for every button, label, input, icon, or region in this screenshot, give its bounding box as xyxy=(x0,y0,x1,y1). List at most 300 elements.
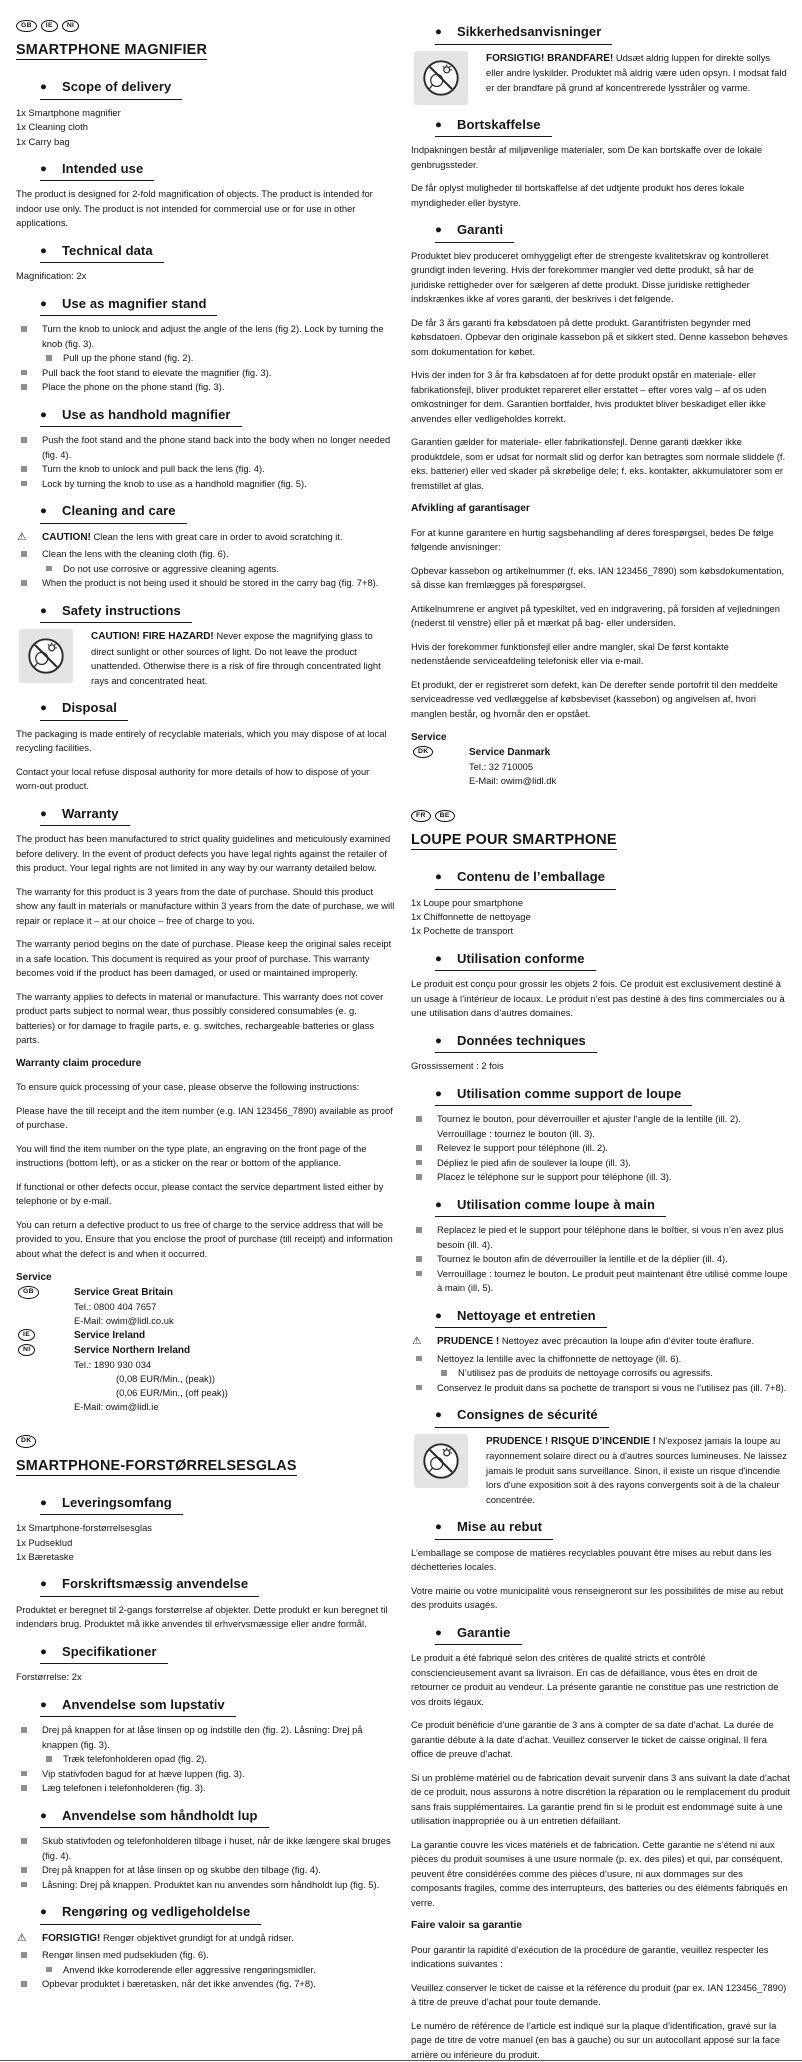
section-heading-label: Technical data xyxy=(61,242,153,258)
section-heading xyxy=(435,116,790,138)
square-bullet-icon xyxy=(21,1981,27,1987)
paragraph: Grossissement : 2 fois xyxy=(411,1060,504,1071)
bullet-dot-icon: ● xyxy=(435,1198,442,1211)
paragraph: The warranty period begins on the date of purchase. Please keep the original sales receipt in a safe location. This document is required as your proof of purchase. This warranty becomes void if the product has been damaged, or used or maintained improperly. xyxy=(16,938,392,979)
list-item xyxy=(16,1977,395,1992)
country-badge: DK xyxy=(16,1435,36,1447)
paragraph: Produktet er beregnet til 2-gangs forstørrelse af objekter. Dette produkt er kun beregnet til indendørs brug. Produktet må ikke anvendes til erhvervsmæssige eller andre formål. xyxy=(16,1603,388,1630)
section-heading xyxy=(40,1807,395,1829)
service-detail: E-Mail: owim@lidl.ie xyxy=(74,1400,159,1412)
paragraph: Artikelnumrene er angivet på typeskiltet, ved en indgravering, på forsiden af vejledningen (nederst til venstre) eller på et mærkat på bag- eller undersiden. xyxy=(411,602,780,628)
section-heading xyxy=(40,699,395,721)
bullet-dot-icon: ● xyxy=(40,505,47,518)
service-row xyxy=(16,1343,395,1358)
list-item xyxy=(411,1112,790,1141)
list-item xyxy=(411,1156,790,1171)
square-bullet-icon xyxy=(46,355,52,361)
section-heading-label: Données techniques xyxy=(456,1032,586,1048)
square-bullet-icon xyxy=(416,1271,422,1277)
sub-list-item xyxy=(411,1366,790,1381)
section-heading-underline xyxy=(40,502,187,524)
list-item xyxy=(16,433,395,462)
section-heading-underline xyxy=(435,1518,553,1540)
list-item-text: Opbevar produktet i bæretasken, når det ikke anvendes (fig. 7+8). xyxy=(42,1978,316,1990)
bullet-dot-icon: ● xyxy=(435,1309,442,1322)
country-badge: GB xyxy=(16,20,37,32)
section-heading xyxy=(40,1494,395,1516)
list-item xyxy=(16,1781,395,1796)
hazard-label: PRUDENCE ! RISQUE D’INCENDIE ! xyxy=(486,1435,657,1447)
service-row xyxy=(16,1285,395,1300)
list-item xyxy=(16,1767,395,1782)
service-row xyxy=(411,730,790,745)
square-bullet-icon xyxy=(416,1356,422,1362)
square-bullet-icon xyxy=(21,580,27,586)
delivery-item: 1x Smartphone-forstørrelsesglas xyxy=(16,1522,152,1534)
paragraph: Le produit est conçu pour grossir les objets 2 fois. Ce produit est exclusivement destiné à un usage à l’intérieur de locaux. Le produit n’est pas destiné à des fins commerciales ou à une utilisation dans d’autres domaines. xyxy=(411,978,785,1018)
list-item xyxy=(16,477,395,492)
service-name: Service Northern Ireland xyxy=(74,1344,191,1356)
paragraph: The product is designed for 2-fold magnification of objects. The product is intended for indoor use only. The product is not intended for commercial use or for use in other applications. xyxy=(16,188,373,229)
bullet-dot-icon: ● xyxy=(435,871,442,884)
paragraph: Contact your local refuse disposal authority for more details of how to dispose of your worn-out product. xyxy=(16,765,370,792)
square-bullet-icon xyxy=(46,1967,52,1973)
list-item xyxy=(411,1352,790,1367)
hazard-body xyxy=(486,1434,790,1508)
section-heading xyxy=(435,1032,790,1054)
section-heading-label: Sikkerhedsanvisninger xyxy=(456,24,602,39)
service-row xyxy=(16,1300,395,1314)
delivery-item: 1x Smartphone magnifier xyxy=(16,106,121,118)
section-heading-label: Leveringsomfang xyxy=(61,1494,172,1510)
caution-label: PRUDENCE ! xyxy=(437,1336,500,1347)
list-item xyxy=(411,1381,790,1396)
square-bullet-icon xyxy=(21,384,27,390)
bullet-dot-icon: ● xyxy=(435,1409,442,1421)
list-item-text: Tournez le bouton afin de déverrouiller la lentille et de la déplier (ill. 4). xyxy=(437,1253,728,1264)
list-item xyxy=(16,366,395,381)
square-bullet-icon xyxy=(21,1785,27,1791)
bullet-dot-icon: ● xyxy=(435,118,442,131)
sub-heading: Faire valoir sa garantie xyxy=(411,1920,522,1931)
section-heading-underline xyxy=(40,295,217,317)
caution-text: Clean the lens with great care in order to avoid scratching it. xyxy=(93,530,343,542)
hazard-text: Never expose the magnifying glass to direct sunlight or other sources of light. Do not leave the product unattended. Otherwise there is a risk of fire through concentrated light rays and concentrated heat. xyxy=(91,630,381,686)
delivery-item: 1x Loupe pour smartphone xyxy=(411,896,524,908)
caution-note xyxy=(16,1931,395,1947)
paragraph: Garantien gælder for materiale- eller fabrikationsfejl. Denne garanti dækker ikke produktdele, som er udsat for normalt slid og derfor kan betragtes som normale sliddele (f. eks. batterier) eller ved skader på skrøbelige dele; f. eks. kontakter, akkumulatorer som er fremstillet af glas. xyxy=(411,436,786,491)
bullet-dot-icon: ● xyxy=(435,1626,442,1639)
caution-note xyxy=(16,530,395,546)
section-heading xyxy=(40,406,395,428)
section-heading-underline xyxy=(435,1624,522,1646)
section-heading xyxy=(435,1307,790,1329)
service-name: Service Ireland xyxy=(74,1330,146,1341)
service-row xyxy=(16,1314,395,1328)
section-heading-label: Safety instructions xyxy=(61,602,181,618)
section-heading xyxy=(40,78,395,100)
service-row xyxy=(411,774,790,788)
section-heading-underline xyxy=(40,699,128,721)
service-detail: (0,08 EUR/Min., (peak)) xyxy=(116,1372,215,1384)
caution-text: Nettoyez avec précaution la loupe afin d’éviter toute éraflure. xyxy=(501,1335,755,1346)
list-item xyxy=(16,322,395,351)
paragraph: Opbevar kassebon og artikelnummer (f. eks. IAN 123456_7890) som købsdokumentation, så disse kan fremlægges på forespørgsel. xyxy=(411,564,785,590)
paragraph: Forstørrelse: 2x xyxy=(16,1671,82,1683)
list-item-text: Nettoyez la lentille avec la chiffonnette de nettoyage (ill. 6). xyxy=(437,1352,682,1364)
caution-note xyxy=(411,1334,790,1350)
list-item-text: Place the phone on the phone stand (fig. 3). xyxy=(42,381,225,393)
sub-list-item-text: Do not use corrosive or aggressive cleaning agents. xyxy=(63,562,279,574)
list-item xyxy=(411,1223,790,1252)
list-item-text: Lock by turning the knob to use as a handhold magnifier (fig. 5). xyxy=(42,477,307,489)
bullet-dot-icon: ● xyxy=(40,244,47,257)
square-bullet-icon xyxy=(21,481,27,487)
delivery-list xyxy=(16,1521,395,1564)
country-badge: GB xyxy=(18,1286,39,1298)
section-heading-label: Warranty xyxy=(61,805,119,821)
square-bullet-icon xyxy=(21,1867,27,1873)
section-heading-label: Intended use xyxy=(61,160,144,176)
section-heading xyxy=(435,868,790,890)
square-bullet-icon xyxy=(416,1385,422,1391)
paragraph: The warranty applies to defects in material or manufacture. This warranty does not cover product parts subject to normal wear, thus possibly considered consumables (e. g. batteries) or for damage to fragile parts, e. g. switches, rechargeable batteries or glass parts. xyxy=(16,990,384,1046)
square-bullet-icon xyxy=(416,1145,422,1151)
paragraph: L’emballage se compose de matières recyclables pouvant être mises au rebut dans les déchetteries locales. xyxy=(411,1546,772,1572)
list-item xyxy=(16,1723,395,1752)
square-bullet-icon xyxy=(46,566,52,572)
service-row xyxy=(411,760,790,774)
service-name: Service xyxy=(16,1272,52,1284)
list-item-text: Clean the lens with the cleaning cloth (fig. 6). xyxy=(42,548,229,560)
square-bullet-icon xyxy=(21,1727,27,1733)
paragraph: Et produkt, der er registreret som defekt, kan De derefter sende portofrit til den meddelte serviceadresse ved vedlæggelse af købsbeviset (kassebon) og angivelsen af, hvori manglen består, og hvornår den er opstået. xyxy=(411,678,778,719)
bullet-dot-icon: ● xyxy=(435,952,442,965)
section-heading xyxy=(40,805,395,827)
section-heading xyxy=(40,1696,395,1718)
product-title: LOUPE POUR SMARTPHONE xyxy=(411,832,617,849)
list-item-text: Push the foot stand and the phone stand back into the body when no longer needed (fig. 4). xyxy=(42,434,391,460)
service-row xyxy=(16,1358,395,1372)
bullet-dot-icon: ● xyxy=(40,297,47,310)
list-item xyxy=(16,462,395,477)
section-heading-underline xyxy=(435,23,612,45)
section-heading-underline xyxy=(40,1807,269,1829)
section-heading xyxy=(435,1085,790,1107)
warning-triangle-icon: ⚠ xyxy=(17,530,27,543)
paragraph: Hvis der forekommer funktionsfejl eller andre mangler, skal De først kontakte nedenstående serviceafdeling telefonisk eller via e-mail. xyxy=(411,640,729,666)
list-item xyxy=(16,380,395,395)
bullet-list xyxy=(16,1834,395,1892)
list-item xyxy=(16,1878,395,1893)
section-heading-underline xyxy=(435,1085,692,1107)
sub-list-item xyxy=(16,1752,395,1767)
paragraph: Pour garantir la rapidité d’exécution de la procédure de garantie, veuillez respecter les indications suivantes : xyxy=(411,1943,769,1969)
section-heading-underline xyxy=(435,116,552,138)
paragraph: You can return a defective product to us free of charge to the service address that will be provided to you. Ensure that you enclose the proof of purchase (till receipt) and information about what the defect is and when it occurred. xyxy=(16,1218,393,1259)
square-bullet-icon xyxy=(416,1160,422,1166)
product-title: SMARTPHONE-FORSTØRRELSESGLAS xyxy=(16,1457,297,1474)
section-heading-underline xyxy=(40,1696,236,1718)
section-heading-label: Garantie xyxy=(456,1624,511,1640)
section-heading-label: Use as handhold magnifier xyxy=(61,406,231,422)
section-heading-label: Nettoyage et entretien xyxy=(456,1307,596,1323)
hazard-body xyxy=(91,629,395,688)
delivery-item: 1x Pochette de transport xyxy=(411,925,514,937)
paragraph: La garantie couvre les vices matériels et de fabrication. Cette garantie ne s’étend ni aux pièces du produit soumises à une usure normale (p. ex. des piles) et qui, par conséquent, peuvent être considérées comme des pièces d’usure, ni aux dommages sur des composants fragiles, comme des interrupteurs, des batteries ou des éléments fabriqués en verre. xyxy=(411,1838,788,1908)
sub-list-item-text: Træk telefonholderen opad (fig. 2). xyxy=(63,1753,208,1765)
list-item xyxy=(16,1834,395,1863)
list-item-text: When the product is not being used it should be stored in the carry bag (fig. 7+8). xyxy=(42,577,379,589)
service-detail: (0,06 EUR/Min., (off peak)) xyxy=(116,1386,228,1398)
section-heading xyxy=(435,1196,790,1218)
section-heading xyxy=(40,160,395,182)
bullet-dot-icon: ● xyxy=(40,1906,47,1919)
list-item xyxy=(16,1948,395,1963)
paragraph: Le numéro de référence de l’article est indiqué sur la plaque d’identification, gravé sur la page de titre de votre manuel (en bas à gauche) ou sur un autocollant apposé sur la face arrière ou inférieure du produit. xyxy=(411,2019,780,2060)
paragraph: Indpakningen består af miljøvenlige materialer, som De kan bortskaffe over de lokale genbrugssteder. xyxy=(411,144,763,170)
section-heading xyxy=(435,1624,790,1646)
section-heading-label: Disposal xyxy=(61,700,117,716)
bullet-dot-icon: ● xyxy=(435,1034,442,1047)
bullet-dot-icon: ● xyxy=(40,162,47,175)
product-title-row xyxy=(16,40,395,67)
list-item xyxy=(16,547,395,562)
paragraph: Please have the till receipt and the item number (e.g. IAN 123456_7890) available as proof of purchase. xyxy=(16,1104,393,1131)
section-heading xyxy=(435,950,790,972)
fire-hazard-warning xyxy=(411,1434,790,1508)
bullet-list xyxy=(16,322,395,395)
section-heading-underline xyxy=(40,1494,183,1516)
service-name: Service Great Britain xyxy=(74,1287,173,1299)
section-heading xyxy=(40,295,395,317)
section-heading-label: Garanti xyxy=(456,222,504,237)
paragraph: Votre mairie ou votre municipalité vous renseigneront sur les possibilités de mise au rebut des produits usagés. xyxy=(411,1584,784,1610)
page-bottom-rule xyxy=(0,2060,802,2061)
list-item-text: Drej på knappen for at låse linsen op og skubbe den tilbage (fig. 4). xyxy=(42,1864,321,1876)
section-heading-underline xyxy=(435,868,616,890)
sub-list-item-text: Pull up the phone stand (fig. 2). xyxy=(63,352,194,364)
hazard-label: FORSIGTIG! BRANDFARE! xyxy=(486,52,614,64)
list-item xyxy=(16,1863,395,1878)
section-heading-label: Anvendelse som lupstativ xyxy=(61,1696,225,1712)
list-item-text: Vip stativfoden bagud for at hæve luppen (fig. 3). xyxy=(42,1767,245,1779)
service-row xyxy=(411,745,790,760)
no-sunlight-icon xyxy=(414,51,468,105)
warning-triangle-icon: ⚠ xyxy=(412,1335,422,1347)
section-heading-underline xyxy=(40,1643,168,1665)
paragraph: Si un problème matériel ou de fabrication devait survenir dans 3 ans suivant la date d’achat de ce produit, nous assurons à notre discrétion la réparation ou le remplacement du produit sans frais supplémentaires. La garantie prend fin si le produit est endommagé suite à une utilisation inappropriée ou à un entretien défaillant. xyxy=(411,1771,790,1826)
caution-text: Rengør objektivet grundigt for at undgå ridser. xyxy=(102,1931,294,1943)
bullet-dot-icon: ● xyxy=(40,408,47,421)
paragraph: De får oplyst muligheder til bortskaffelse af det udtjente produkt hos deres lokale myndigheder eller bystyre. xyxy=(411,182,745,208)
paragraph: Ce produit bénéficie d’une garantie de 3 ans à compter de sa date d’achat. La durée de garantie débute à la date d’achat. Veuillez conserver le ticket de caisse original. Il fera office de preuve d’achat. xyxy=(411,1719,774,1759)
list-item xyxy=(16,576,395,591)
section-heading-label: Utilisation conforme xyxy=(456,950,585,966)
bullet-dot-icon: ● xyxy=(435,26,442,38)
hazard-body xyxy=(486,51,790,105)
country-badge: BE xyxy=(435,810,455,822)
bullet-list xyxy=(16,1948,395,1992)
section-heading-label: Utilisation comme support de loupe xyxy=(456,1085,682,1101)
bullet-dot-icon: ● xyxy=(40,1698,47,1711)
square-bullet-icon xyxy=(21,370,27,376)
service-row xyxy=(16,1386,395,1400)
right-column xyxy=(411,12,790,2062)
section-heading xyxy=(40,602,395,624)
list-item-text: Dépliez le pied afin de soulever la loupe (ill. 3). xyxy=(437,1156,631,1168)
no-sunlight-icon xyxy=(19,629,73,683)
paragraph: De får 3 års garanti fra købsdatoen på dette produkt. Garantifristen begynder med købsdatoen. Opbevar den originale kassebon på et sikkert sted. Denne kassebon behøves som dokumentation for købet. xyxy=(411,316,788,357)
list-item-text: Skub stativfoden og telefonholderen tilbage i huset, når de ikke længere skal bruges (fig. 4). xyxy=(42,1835,391,1861)
section-heading-underline xyxy=(40,78,182,100)
list-item-text: Pull back the foot stand to elevate the magnifier (fig. 3). xyxy=(42,366,272,378)
bullet-dot-icon: ● xyxy=(40,1496,47,1509)
square-bullet-icon xyxy=(21,466,27,472)
paragraph: You will find the item number on the type plate, an engraving on the front page of the instructions (bottom left), or as a sticker on the rear or bottom of the appliance. xyxy=(16,1142,367,1169)
caution-label: CAUTION! xyxy=(42,531,91,543)
bullet-dot-icon: ● xyxy=(435,1521,442,1533)
section-heading-label: Forskriftsmæssig anvendelse xyxy=(61,1576,249,1592)
sub-list-item xyxy=(16,1963,395,1978)
list-item xyxy=(411,1170,790,1185)
section-heading-label: Anvendelse som håndholdt lup xyxy=(61,1807,258,1823)
no-sunlight-pictogram xyxy=(420,1440,462,1482)
square-bullet-icon xyxy=(21,326,27,332)
bullet-dot-icon: ● xyxy=(40,1645,47,1658)
sub-list-item xyxy=(16,562,395,577)
square-bullet-icon xyxy=(21,1952,27,1958)
section-heading xyxy=(435,23,790,45)
bullet-dot-icon: ● xyxy=(40,1578,47,1591)
section-heading xyxy=(40,242,395,264)
section-heading-label: Specifikationer xyxy=(61,1643,157,1659)
section-heading-underline xyxy=(40,406,242,428)
list-item-text: Turn the knob to unlock and pull back the lens (fig. 4). xyxy=(42,463,265,475)
section-heading-label: Utilisation comme loupe à main xyxy=(456,1196,655,1212)
square-bullet-icon xyxy=(46,1756,52,1762)
section-heading-underline xyxy=(40,805,130,827)
no-sunlight-pictogram xyxy=(25,635,67,677)
delivery-list xyxy=(16,106,395,149)
country-badge: NI xyxy=(18,1344,35,1356)
service-detail: E-Mail: owim@lidl.co.uk xyxy=(74,1315,174,1327)
sub-list-item-text: N’utilisez pas de produits de nettoyage corrosifs ou agressifs. xyxy=(458,1367,713,1378)
bullet-list xyxy=(411,1223,790,1296)
section-heading-underline xyxy=(435,1406,609,1428)
square-bullet-icon xyxy=(21,1771,27,1777)
paragraph: The warranty for this product is 3 years from the date of purchase. Should this product show any fault in materials or manufacture within 3 years from the date of purchase, we will repair or replace it – at our choice – free of charge to you. xyxy=(16,885,395,926)
hazard-text: N'exposez jamais la loupe au rayonnement solaire direct ou à d'autres sources lumineuses. Ne laissez jamais le produit sans surveillance. Sinon, il existe un risque d'incendie lors d'une exposition soit à des rayons convergents soit à de la chaleur concentrée. xyxy=(486,1434,787,1505)
country-badges xyxy=(16,14,395,32)
section-heading-underline xyxy=(435,950,596,972)
product-title-row xyxy=(411,830,790,857)
paragraph: Hvis der inden for 3 år fra købsdatoen af for dette produkt opstår en materiale- eller fabrikationsfejl, bliver produktet repareret eller erstattet – efter vores valg – af os uden omkostninger for dem. Garantien bortfalder, hvis produktet bliver beskadiget eller ikke anvendes eller vedligeholdes korrekt. xyxy=(411,369,767,424)
service-row xyxy=(16,1328,395,1343)
list-item-text: Verrouillage : tournez le bouton. Le produit peut maintenant être utilisé comme loupe à main (ill. 5). xyxy=(437,1267,788,1293)
country-badge: FR xyxy=(411,810,431,822)
section-heading-underline xyxy=(40,602,192,624)
list-item xyxy=(411,1141,790,1156)
bullet-dot-icon: ● xyxy=(40,604,47,617)
paragraph: Veuillez conserver le ticket de caisse et la référence du produit (par ex. IAN 123456_7890) à titre de preuve d’achat pour toute demande. xyxy=(411,1981,787,2007)
service-name: Service xyxy=(411,732,447,743)
section-heading xyxy=(435,1406,790,1428)
paragraph: The packaging is made entirely of recyclable materials, which you may dispose of at local recycling facilities. xyxy=(16,727,387,754)
bullet-dot-icon: ● xyxy=(40,1809,47,1822)
two-column-layout xyxy=(16,12,790,2062)
sub-list-item-text: Anvend ikke korroderende eller aggressive rengøringsmidler. xyxy=(63,1963,316,1975)
service-detail: Tel.: 1890 930 034 xyxy=(74,1358,152,1370)
fire-hazard-warning xyxy=(16,629,395,688)
country-badges xyxy=(16,1429,395,1447)
service-detail: E-Mail: owim@lidl.dk xyxy=(469,774,557,786)
list-item-text: Replacez le pied et le support pour téléphone dans le boîtier, si vous n’en avez plus besoin (ill. 4). xyxy=(437,1224,784,1250)
product-title: SMARTPHONE MAGNIFIER xyxy=(16,42,208,59)
paragraph: For at kunne garantere en hurtig sagsbehandling af deres forespørgsel, bedes De følge følgende anvisninger: xyxy=(411,526,774,552)
service-detail: Tel.: 32 710005 xyxy=(469,760,534,772)
service-row xyxy=(16,1270,395,1285)
country-badge: DK xyxy=(413,746,433,758)
service-row xyxy=(16,1400,395,1414)
list-item xyxy=(411,1252,790,1267)
delivery-item: 1x Carry bag xyxy=(16,135,70,147)
left-column xyxy=(16,12,395,2062)
caution-label: FORSIGTIG! xyxy=(42,1932,101,1944)
bullet-list xyxy=(16,1723,395,1796)
section-heading-underline xyxy=(40,160,154,182)
service-detail: Tel.: 0800 404 7657 xyxy=(74,1301,157,1313)
bullet-dot-icon: ● xyxy=(435,224,442,236)
warning-triangle-icon: ⚠ xyxy=(17,1931,27,1944)
section-heading xyxy=(435,221,790,243)
section-heading-underline xyxy=(40,242,164,264)
section-heading-label: Bortskaffelse xyxy=(456,116,541,132)
section-heading xyxy=(40,502,395,524)
list-item-text: Placez le téléphone sur le support pour téléphone (ill. 3). xyxy=(437,1171,672,1182)
bullet-dot-icon: ● xyxy=(435,1087,442,1100)
country-badge: NI xyxy=(62,20,79,32)
section-heading-label: Rengøring og vedligeholdelse xyxy=(61,1904,251,1920)
paragraph: Magnification: 2x xyxy=(16,270,87,282)
square-bullet-icon xyxy=(21,551,27,557)
paragraph: Le produit a été fabriqué selon des critères de qualité stricts et contrôlé consciencieusement avant sa livraison. En cas de défaillance, vous êtes en droit de retourner ce produit au vendeur. La présente garantie ne constitue pas une restriction de vos droits légaux. xyxy=(411,1652,779,1707)
square-bullet-icon xyxy=(21,1882,27,1888)
list-item-text: Drej på knappen for at låse linsen op og indstille den (fig. 2). Låsning: Drej på knappen (fig. 3). xyxy=(42,1724,363,1750)
bullet-list xyxy=(411,1352,790,1396)
service-contacts xyxy=(411,730,790,788)
fire-hazard-warning xyxy=(411,51,790,105)
hazard-text: Udsæt aldrig luppen for direkte sollys eller andre lyskilder. Produktet må aldrig være uden opsyn. I modsat fald er der brandfare på grund af koncentrerede lysstråler og varme. xyxy=(486,51,787,93)
sub-list-item xyxy=(16,351,395,366)
service-contacts xyxy=(16,1270,395,1413)
delivery-item: 1x Chiffonnette de nettoyage xyxy=(411,910,531,922)
service-row xyxy=(16,1372,395,1386)
section-heading xyxy=(435,1518,790,1540)
section-heading xyxy=(40,1643,395,1665)
section-heading-underline xyxy=(435,221,514,243)
list-item xyxy=(411,1267,790,1296)
section-heading-label: Use as magnifier stand xyxy=(61,295,207,311)
section-heading-label: Mise au rebut xyxy=(456,1519,543,1534)
paragraph: The product has been manufactured to strict quality guidelines and meticulously examined before delivery. In the event of product defects you have legal rights against the retailer of this product. Your legal rights are not limited in any way by our warranty detailed below. xyxy=(16,833,391,874)
country-badges xyxy=(411,804,790,822)
section-heading xyxy=(40,1575,395,1597)
delivery-item: 1x Pudseklud xyxy=(16,1536,73,1548)
country-badge: IE xyxy=(41,20,58,32)
bullet-dot-icon: ● xyxy=(40,807,47,820)
list-item-text: Turn the knob to unlock and adjust the angle of the lens (fig 2). Lock by turning the knob (fig. 3). xyxy=(42,323,384,349)
